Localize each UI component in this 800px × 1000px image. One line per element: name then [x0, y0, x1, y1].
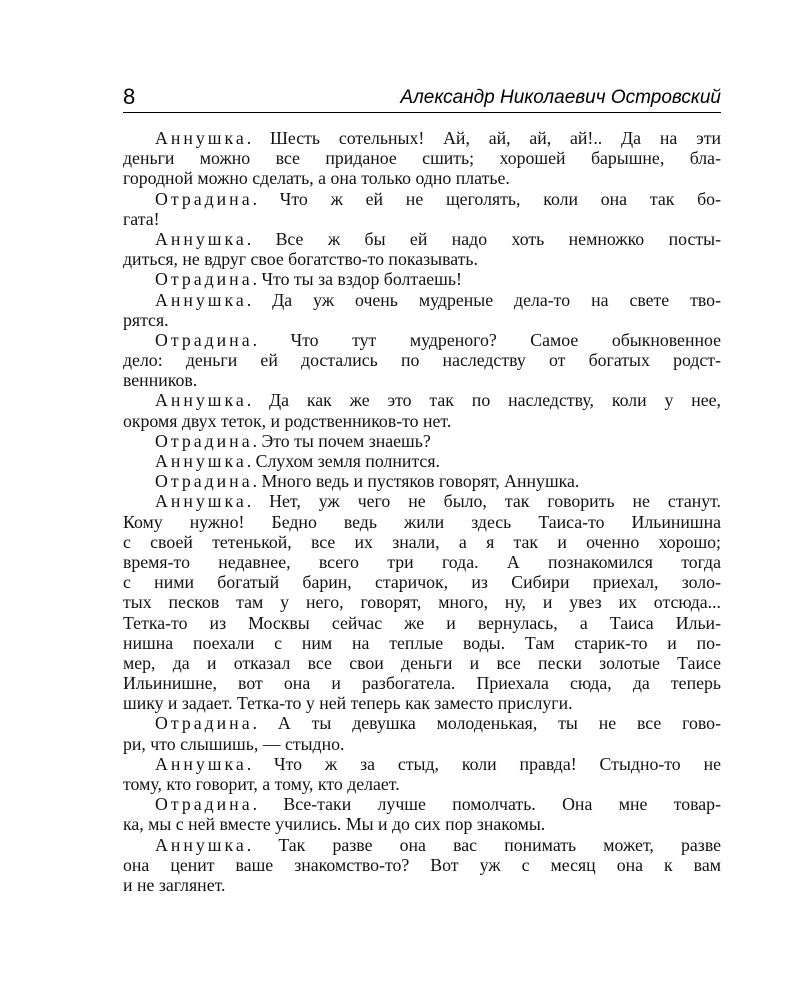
text-line [123, 734, 721, 754]
text-line [123, 209, 721, 229]
text-line [123, 431, 721, 451]
text-line [123, 693, 721, 713]
page-header [123, 86, 721, 113]
text-line [123, 572, 721, 592]
text-line [123, 794, 721, 814]
speaker-name: Аннушка [155, 834, 247, 855]
text-line [123, 855, 721, 875]
text-line [123, 128, 721, 148]
running-head-author: Александр Николаевич Островский [400, 87, 721, 108]
line-text: . Много ведь и пустяков говорят, Аннушка. [252, 471, 580, 492]
line-text: . Да как же это так по наследству, коли у нее, [246, 390, 721, 411]
speaker-name: Отрадина [155, 471, 253, 492]
line-text: диться, не вдруг свое богатство-то показывать. [123, 249, 478, 270]
text-line [123, 875, 721, 895]
text-line [123, 592, 721, 612]
speaker-name: Отрадина [155, 713, 253, 734]
text-line [123, 512, 721, 532]
line-text: . Нет, уж чего не было, так говорить не станут. [246, 491, 721, 512]
text-line [123, 532, 721, 552]
text-line [123, 168, 721, 188]
speaker-name: Аннушка [155, 128, 247, 148]
speaker-name: Аннушка [155, 491, 247, 512]
line-text: деньги можно все приданое сшить; хорошей барышне, бла- [123, 148, 721, 169]
speaker-name: Отрадина [155, 794, 253, 815]
line-text: мер, да и отказал все свои деньги и все пески золотые Таисе [123, 652, 721, 673]
line-text: окромя двух теток, и родственников-то нет. [123, 410, 452, 431]
line-text: . Что ж за стыд, коли правда! Стыдно-то не [246, 753, 721, 774]
text-line [123, 330, 721, 350]
speaker-name: Аннушка [155, 390, 247, 411]
dialogue-text [123, 128, 721, 895]
text-line [123, 290, 721, 310]
text-line [123, 249, 721, 269]
line-text: ка, мы с ней вместе учились. Мы и до сих пор знакомы. [123, 814, 546, 835]
text-line [123, 370, 721, 390]
line-text: тых песков там у него, говорят, много, ну, и увез их отсюда... [123, 592, 721, 613]
line-text: и не заглянет. [123, 874, 226, 895]
page-number: 8 [123, 84, 136, 109]
line-text: Кому нужно! Бедно ведь жили здесь Таиса-то Ильинишна [123, 511, 721, 532]
text-line [123, 814, 721, 834]
speaker-name: Отрадина [155, 329, 253, 350]
line-text: Тетка-то из Москвы сейчас же и вернулась, а Таиса Ильи- [123, 612, 721, 633]
text-line [123, 390, 721, 410]
line-text: дело: деньги ей достались по наследству от богатых родст- [123, 350, 721, 371]
line-text: . Что тут мудреного? Самое обыкновенное [252, 329, 721, 350]
text-line [123, 774, 721, 794]
line-text: . Это ты почем знаешь? [252, 430, 431, 451]
text-line [123, 411, 721, 431]
line-text: шику и задает. Тетка-то у ней теперь как заместо прислуги. [123, 693, 573, 714]
line-text: гата! [123, 208, 160, 229]
line-text: тому, кто говорит, а тому, кто делает. [123, 774, 400, 794]
speaker-name: Аннушка [155, 228, 247, 249]
line-text: . Так разве она вас понимать может, разве [246, 834, 721, 855]
line-text: . А ты девушка молоденькая, ты не все гово- [252, 713, 721, 734]
speaker-name: Отрадина [155, 269, 253, 290]
text-line [123, 491, 721, 511]
text-line [123, 673, 721, 693]
line-text: нишна поехали с ним на теплые воды. Там старик-то и по- [123, 632, 721, 653]
line-text: она ценит ваше знакомство-то? Вот уж с месяц она к вам [123, 854, 721, 875]
line-text: с ними богатый барин, старичок, из Сибири приехал, золо- [123, 572, 721, 593]
text-line [123, 613, 721, 633]
speaker-name: Аннушка [155, 753, 247, 774]
speaker-name: Аннушка [155, 289, 247, 310]
text-line [123, 189, 721, 209]
text-line [123, 471, 721, 491]
line-text: ри, что слышишь, — стыдно. [123, 733, 345, 754]
text-line [123, 148, 721, 168]
text-line [123, 633, 721, 653]
line-text: . Слухом земля полнится. [246, 451, 440, 471]
text-line [123, 552, 721, 572]
line-text: Ильинишне, вот она и разбогатела. Приехала сюда, да теперь [123, 673, 721, 694]
text-line [123, 754, 721, 774]
text-line [123, 451, 721, 471]
line-text: венников. [123, 370, 198, 391]
line-text: . Что ты за вздор болтаешь! [252, 269, 462, 290]
line-text: рятся. [123, 309, 169, 330]
line-text: . Что ж ей не щеголять, коли она так бо- [252, 188, 721, 209]
text-line [123, 310, 721, 330]
line-text: время-то недавнее, всего три года. А познакомился тогда [123, 551, 721, 572]
text-line [123, 713, 721, 733]
line-text: . Все ж бы ей надо хоть немножко посты- [246, 228, 721, 249]
line-text: с своей тетенькой, все их знали, а я так и оченно хорошо; [123, 531, 721, 552]
line-text: . Все-таки лучше помолчать. Она мне товар- [252, 794, 721, 815]
speaker-name: Отрадина [155, 430, 253, 451]
speaker-name: Отрадина [155, 188, 253, 209]
text-line [123, 350, 721, 370]
line-text: . Шесть сотельных! Ай, ай, ай, ай!.. Да на эти [246, 128, 721, 148]
text-line [123, 269, 721, 289]
text-line [123, 229, 721, 249]
text-line [123, 653, 721, 673]
line-text: городной можно сделать, а она только одно платье. [123, 168, 510, 189]
line-text: . Да уж очень мудреные дела-то на свете тво- [246, 289, 721, 310]
speaker-name: Аннушка [155, 451, 247, 471]
text-line [123, 835, 721, 855]
